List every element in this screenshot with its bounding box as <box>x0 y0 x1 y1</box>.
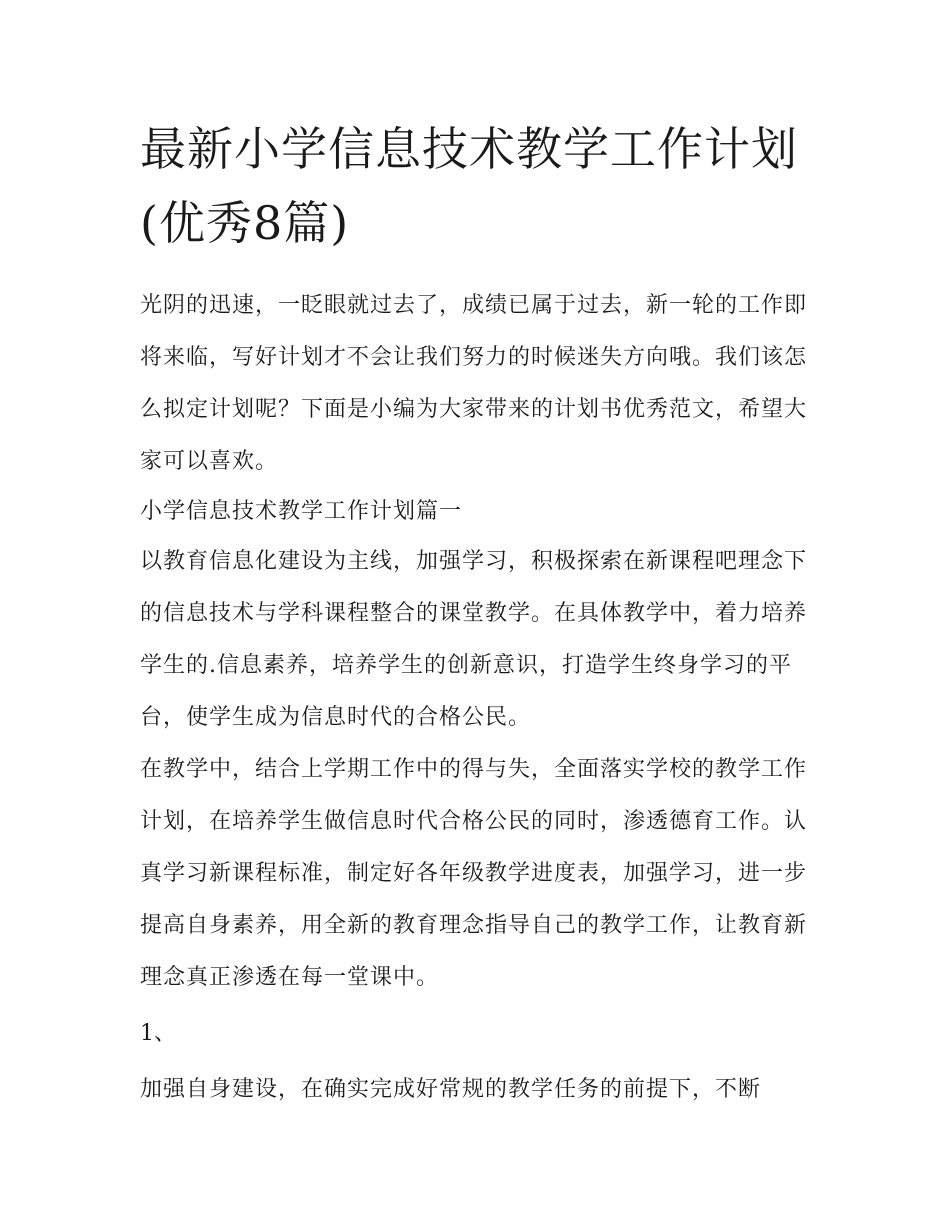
document-title: 最新小学信息技术教学工作计划(优秀8篇) <box>140 122 798 250</box>
section-heading: 小学信息技术教学工作计划篇一 <box>140 499 463 524</box>
paragraph-2: 在教学中，结合上学期工作中的得与失，全面落实学校的教学工作计划，在培养学生做信息时代合格公民的同时，渗透德育工作。认真学习新课程标准，制定好各年级教学进度表，加强学习，进一步提高自身素养，用全新的教育理念指导自己的教学工作，让教育新理念真正渗透在每一堂课中。 <box>140 757 808 990</box>
paragraph-1: 以教育信息化建设为主线，加强学习，积极探索在新课程吧理念下的信息技术与学科课程整合的课堂教学。在具体教学中，着力培养学生的.信息素养，培养学生的创新意识，打造学生终身学习的平台，使学生成为信息时代的合格公民。 <box>140 549 808 730</box>
paragraph-3: 加强自身建设，在确实完成好常规的教学任务的前提下，不断 <box>140 1077 762 1102</box>
intro-paragraph: 光阴的迅速，一眨眼就过去了，成绩已属于过去，新一轮的工作即将来临，写好计划才不会让我们努力的时候迷失方向哦。我们该怎么拟定计划呢？下面是小编为大家带来的计划书优秀范文，希望大家可以喜欢。 <box>140 293 808 474</box>
item-number: 1、 <box>140 1021 176 1046</box>
document-body <box>140 280 820 1116</box>
